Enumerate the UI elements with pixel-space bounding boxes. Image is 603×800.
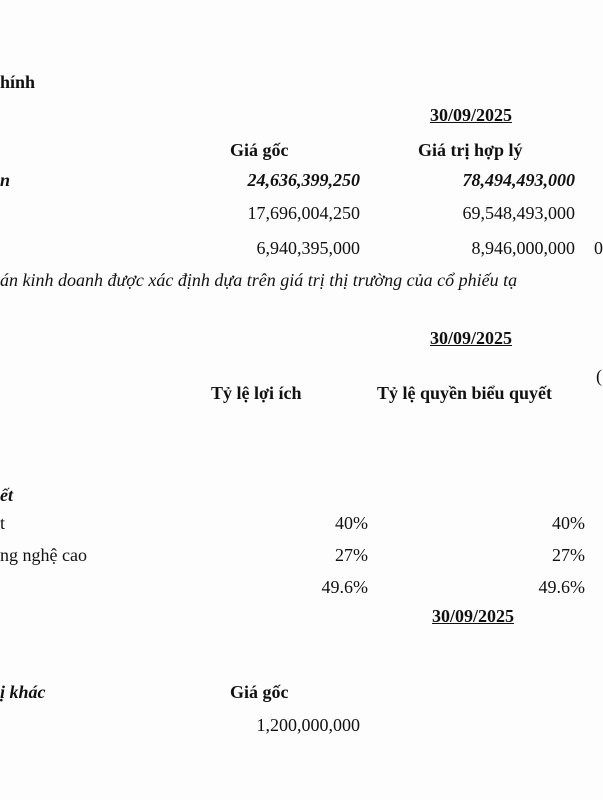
voting-value: 40% xyxy=(552,513,585,533)
voting-value: 49.6% xyxy=(538,577,585,597)
column-header-fair-value: Giá trị hợp lý xyxy=(418,140,523,160)
period-date: 30/09/2025 xyxy=(430,328,513,348)
fair-value: 78,494,493,000 xyxy=(462,170,575,190)
cost-value: 24,636,399,250 xyxy=(247,170,360,190)
column-header-cost: Giá gốc xyxy=(230,682,289,702)
cost-value: 1,200,000,000 xyxy=(256,715,360,735)
interest-value: 49.6% xyxy=(321,577,368,597)
row-label: n xyxy=(0,170,11,190)
fair-value: 69,548,493,000 xyxy=(462,203,575,223)
edge-fragment: ( xyxy=(596,366,602,386)
column-header-voting: Tỷ lệ quyền biểu quyết xyxy=(377,383,553,403)
edge-fragment: 0 xyxy=(594,238,603,258)
period-date: 30/09/2025 xyxy=(430,105,513,125)
column-header-cost: Giá gốc xyxy=(230,140,289,160)
fair-value: 8,946,000,000 xyxy=(471,238,575,258)
column-header-interest: Tỷ lệ lợi ích xyxy=(211,383,302,403)
period-date: 30/09/2025 xyxy=(432,606,515,626)
cost-value: 17,696,004,250 xyxy=(247,203,360,223)
interest-value: 27% xyxy=(335,545,368,565)
voting-value: 27% xyxy=(552,545,585,565)
row-label: ng nghệ cao xyxy=(0,545,87,565)
note-text: án kinh doanh được xác định dựa trên giá trị thị trường của cổ phiếu tạ xyxy=(0,270,518,290)
section-heading: hính xyxy=(0,72,36,92)
group-label: ết xyxy=(0,485,13,505)
row-label: t xyxy=(0,513,6,533)
row-label: ị khác xyxy=(0,682,46,702)
interest-value: 40% xyxy=(335,513,368,533)
cost-value: 6,940,395,000 xyxy=(256,238,360,258)
